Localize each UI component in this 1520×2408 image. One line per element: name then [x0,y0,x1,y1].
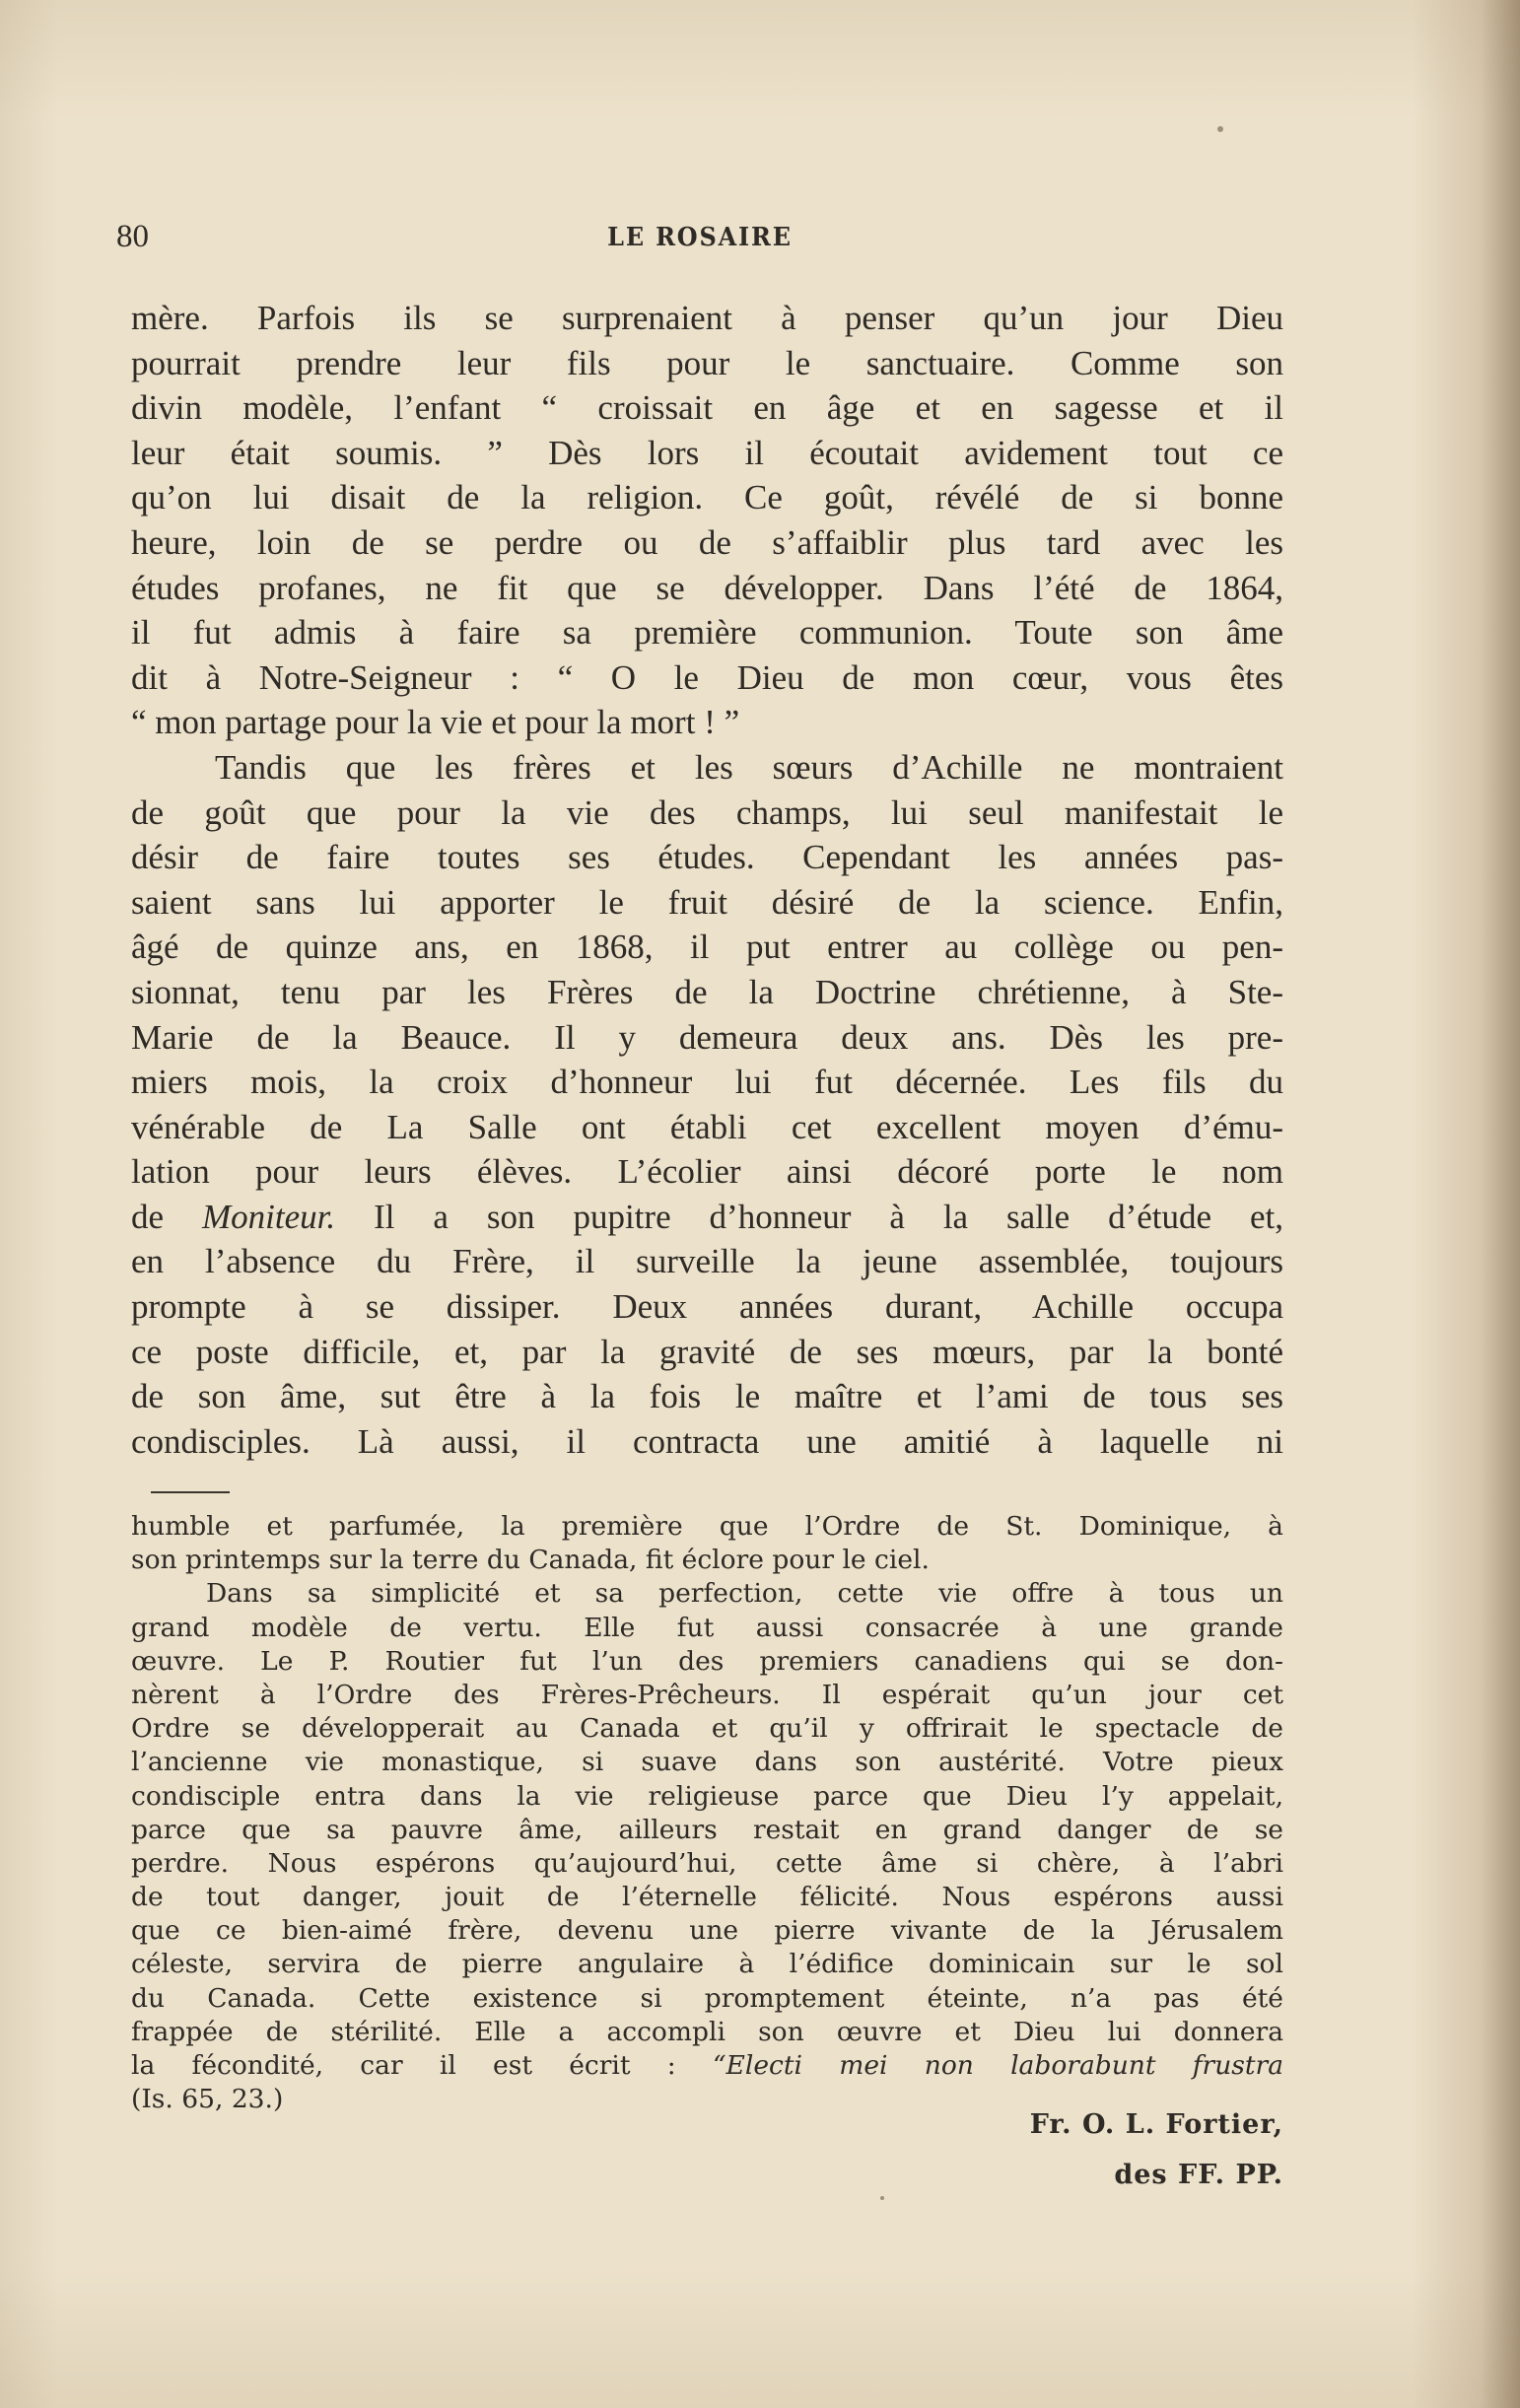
text-fragment: la fécondité, car il est écrit : [131,2050,676,2081]
paper-speck [880,2196,884,2200]
text-line: il fut admis à faire sa première communion. Toute son âme [131,613,1283,653]
page-header [116,219,1283,268]
latin-quote: “Electi mei non laborabunt frustra [712,2050,1283,2081]
text-line: études profanes, ne fit que se développer. Dans l’été de 1864, [131,568,1283,607]
footnote-line: que ce bien-aimé frère, devenu une pierre vivante de la Jérusalem [131,1915,1283,1947]
text-line: heure, loin de se perdre ou de s’affaiblir plus tard avec les [131,522,1283,562]
text-line: Marie de la Beauce. Il y demeura deux ans. Dès les pre- [131,1017,1283,1057]
footnote-line: du Canada. Cette existence si promptement éteinte, n’a pas été [131,1982,1283,2014]
text-line: miers mois, la croix d’honneur lui fut décernée. Les fils du [131,1063,1283,1102]
footnote [131,1510,1283,2116]
text-line: prompte à se dissiper. Deux années durant, Achille occupa [131,1287,1283,1327]
text-line: de son âme, sut être à la fois le maître et l’ami de tous ses [131,1377,1283,1416]
footnote-line: condisciple entra dans la vie religieuse parce que Dieu l’y appelait, [131,1780,1283,1812]
footnote-line: parce que sa pauvre âme, ailleurs restait en grand danger de se [131,1814,1283,1845]
text-line: leur était soumis. ” Dès lors il écoutait avidement tout ce [131,433,1283,472]
text-line: qu’on lui disait de la religion. Ce goût, révélé de si bonne [131,478,1283,517]
footnote-line-quote [131,2049,1283,2083]
text-line: mère. Parfois ils se surprenaient à penser qu’un jour Dieu [131,299,1283,337]
text-line: vénérable de La Salle ont établi cet excellent moyen d’ému- [131,1107,1283,1146]
footnote-line: Ordre se développerait au Canada et qu’il y offrirait le spectacle de [131,1713,1283,1745]
text-fragment: de [131,1197,165,1236]
footnote-line: perdre. Nous espérons qu’aujourd’hui, cette âme si chère, à l’abri [131,1847,1283,1879]
footnote-line: l’ancienne vie monastique, si suave dans son austérité. Votre pieux [131,1747,1283,1778]
footnote-line: œuvre. Le P. Routier fut l’un des premiers canadiens qui se don- [131,1645,1283,1677]
text-line: “ mon partage pour la vie et pour la mort ! ” [131,703,740,742]
footnote-line: humble et parfumée, la première que l’Ordre de St. Dominique, à [131,1511,1283,1542]
footnote-separator [151,1491,230,1493]
signature-order: des FF. PP. [1114,2160,1283,2190]
main-text [131,296,1283,1464]
signature-name: Fr. O. L. Fortier, [1029,2109,1283,2140]
page-number: 80 [116,219,149,254]
footnote-line: nèrent à l’Ordre des Frères-Prêcheurs. Il espérait qu’un jour cet [131,1679,1283,1710]
text-line: ce poste difficile, et, par la gravité de ses mœurs, par la bonté [131,1332,1283,1371]
footnote-line: grand modèle de vertu. Elle fut aussi consacrée à une grande [131,1612,1283,1643]
footnote-line: frappée de stérilité. Elle a accompli son œuvre et Dieu lui donnera [131,2016,1283,2047]
paper-speck [1217,126,1223,132]
text-line: dit à Notre-Seigneur : “ O le Dieu de mon cœur, vous êtes [131,657,1283,697]
paragraph-start-line: Tandis que les frères et les sœurs d’Achille ne montraient [215,747,1283,787]
text-line: en l’absence du Frère, il surveille la jeune assemblée, toujours [131,1242,1283,1281]
text-line: condisciples. Là aussi, il contracta une amitié à laquelle ni [131,1421,1283,1461]
text-line: de goût que pour la vie des champs, lui seul manifestait le [131,792,1283,832]
footnote-line: Dans sa simplicité et sa perfection, cette vie offre à tous un [206,1578,1283,1610]
footnote-citation: (Is. 65, 23.) [131,2084,284,2115]
footnote-line: son printemps sur la terre du Canada, fit éclore pour le ciel. [131,1545,930,1576]
footnote-line: céleste, servira de pierre angulaire à l’édifice dominicain sur le sol [131,1949,1283,1980]
text-line: lation pour leurs élèves. L’écolier ainsi décoré porte le nom [131,1152,1283,1192]
text-line: âgé de quinze ans, en 1868, il put entrer au collège ou pen- [131,928,1283,967]
text-fragment: Il a son pupitre d’honneur à la salle d’étude et, [374,1197,1284,1236]
text-line: divin modèle, l’enfant “ croissait en âge et en sagesse et il [131,388,1283,428]
footnote-line: de tout danger, jouit de l’éternelle félicité. Nous espérons aussi [131,1882,1283,1913]
text-line: sionnat, tenu par les Frères de la Doctrine chrétienne, à Ste- [131,972,1283,1011]
text-line: saient sans lui apporter le fruit désiré de la science. Enfin, [131,882,1283,922]
running-title: LE ROSAIRE [607,223,793,252]
italic-term: Moniteur. [202,1197,336,1236]
text-line: pourrait prendre leur fils pour le sanctuaire. Comme son [131,343,1283,382]
text-line: désir de faire toutes ses études. Cependant les années pas- [131,838,1283,877]
text-line-moniteur [131,1195,1283,1240]
